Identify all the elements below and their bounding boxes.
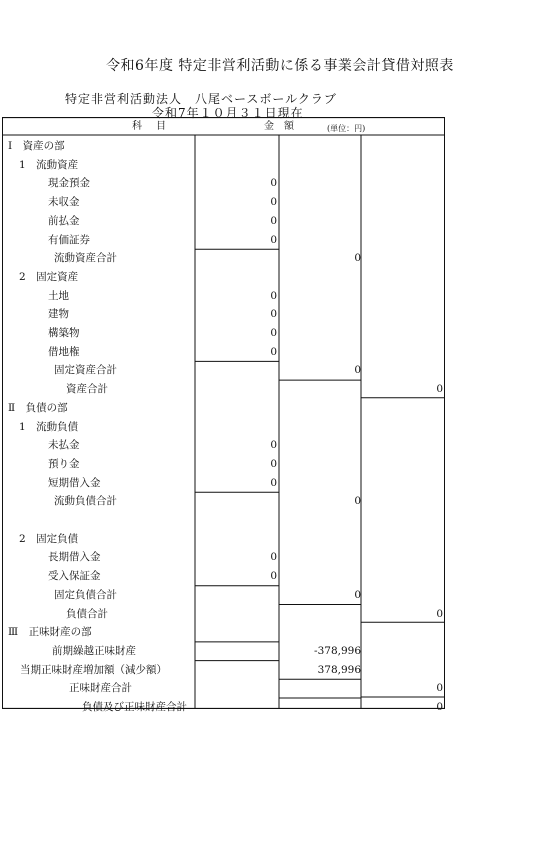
row-label: 負債及び正味財産合計 xyxy=(82,701,187,713)
row-label: 構築物 xyxy=(48,327,80,339)
row-label: 土地 xyxy=(48,289,69,302)
row-label: 流動資産合計 xyxy=(54,252,117,265)
row-label: Ⅲ 正味財産の部 xyxy=(8,626,92,639)
row-label: 固定負債合計 xyxy=(54,588,117,601)
row-amount: 0 xyxy=(270,196,277,209)
row-amount: 0 xyxy=(270,551,277,564)
row-amount: 0 xyxy=(270,476,277,489)
row-amount: 0 xyxy=(436,607,443,620)
row-label: 負債合計 xyxy=(66,607,108,620)
row-amount: 0 xyxy=(436,383,443,396)
balance-sheet-table xyxy=(2,117,445,713)
row-label: 2 固定負債 xyxy=(19,532,79,545)
row-label: 預り金 xyxy=(48,457,80,470)
row-label: 前期繰越正味財産 xyxy=(52,644,136,657)
row-amount: 0 xyxy=(270,345,277,358)
row-label: 流動負債合計 xyxy=(54,495,117,508)
row-amount: 0 xyxy=(270,289,277,302)
row-amount: 0 xyxy=(436,682,443,695)
row-amount: 0 xyxy=(354,588,361,601)
row-amount: 0 xyxy=(354,364,361,377)
row-label: 1 流動負債 xyxy=(19,420,79,433)
row-label: 未収金 xyxy=(48,196,80,209)
row-amount: 0 xyxy=(270,308,277,321)
row-label: 短期借入金 xyxy=(48,476,101,489)
row-label: 前払金 xyxy=(48,214,80,227)
row-label: 建物 xyxy=(48,308,69,321)
row-amount: 0 xyxy=(270,439,277,452)
row-amount: 0 xyxy=(270,570,277,583)
row-amount: 378,996 xyxy=(317,663,361,676)
row-label: Ⅱ 負債の部 xyxy=(8,401,68,414)
row-label: 固定資産合計 xyxy=(54,364,117,377)
row-label: 未払金 xyxy=(48,439,80,452)
row-label: 1 流動資産 xyxy=(19,158,79,171)
row-label: 正味財産合計 xyxy=(69,682,132,695)
row-label: 2 固定資産 xyxy=(19,270,79,283)
row-label: 資産合計 xyxy=(66,383,108,396)
document-title: 令和6年度 特定非営利活動に係る事業会計貸借対照表 xyxy=(106,58,454,74)
row-amount: 0 xyxy=(270,214,277,227)
as-of-date: 令和7年１０月３１日現在 xyxy=(152,106,304,120)
row-label: 当期正味財産増加額（減少額） xyxy=(20,663,167,676)
row-amount: 0 xyxy=(270,177,277,190)
row-label: 現金預金 xyxy=(48,177,90,190)
row-amount: 0 xyxy=(270,457,277,470)
header-unit: (単位：円) xyxy=(327,124,366,133)
row-amount: 0 xyxy=(354,495,361,508)
row-label: Ⅰ 資産の部 xyxy=(8,140,65,152)
organization-name: 特定非営利活動法人 八尾ベースボールクラブ xyxy=(65,92,337,106)
row-amount: 0 xyxy=(436,701,443,713)
header-amount: 金額 xyxy=(264,121,304,132)
row-label: 有価証券 xyxy=(48,233,90,246)
row-amount: 0 xyxy=(270,233,277,246)
row-label: 借地権 xyxy=(48,345,80,358)
row-amount: 0 xyxy=(354,252,361,265)
row-label: 受入保証金 xyxy=(48,570,101,583)
header-item: 科目 xyxy=(132,121,180,132)
row-label: 長期借入金 xyxy=(48,551,101,564)
row-amount: -378,996 xyxy=(314,644,361,657)
row-amount: 0 xyxy=(270,327,277,339)
